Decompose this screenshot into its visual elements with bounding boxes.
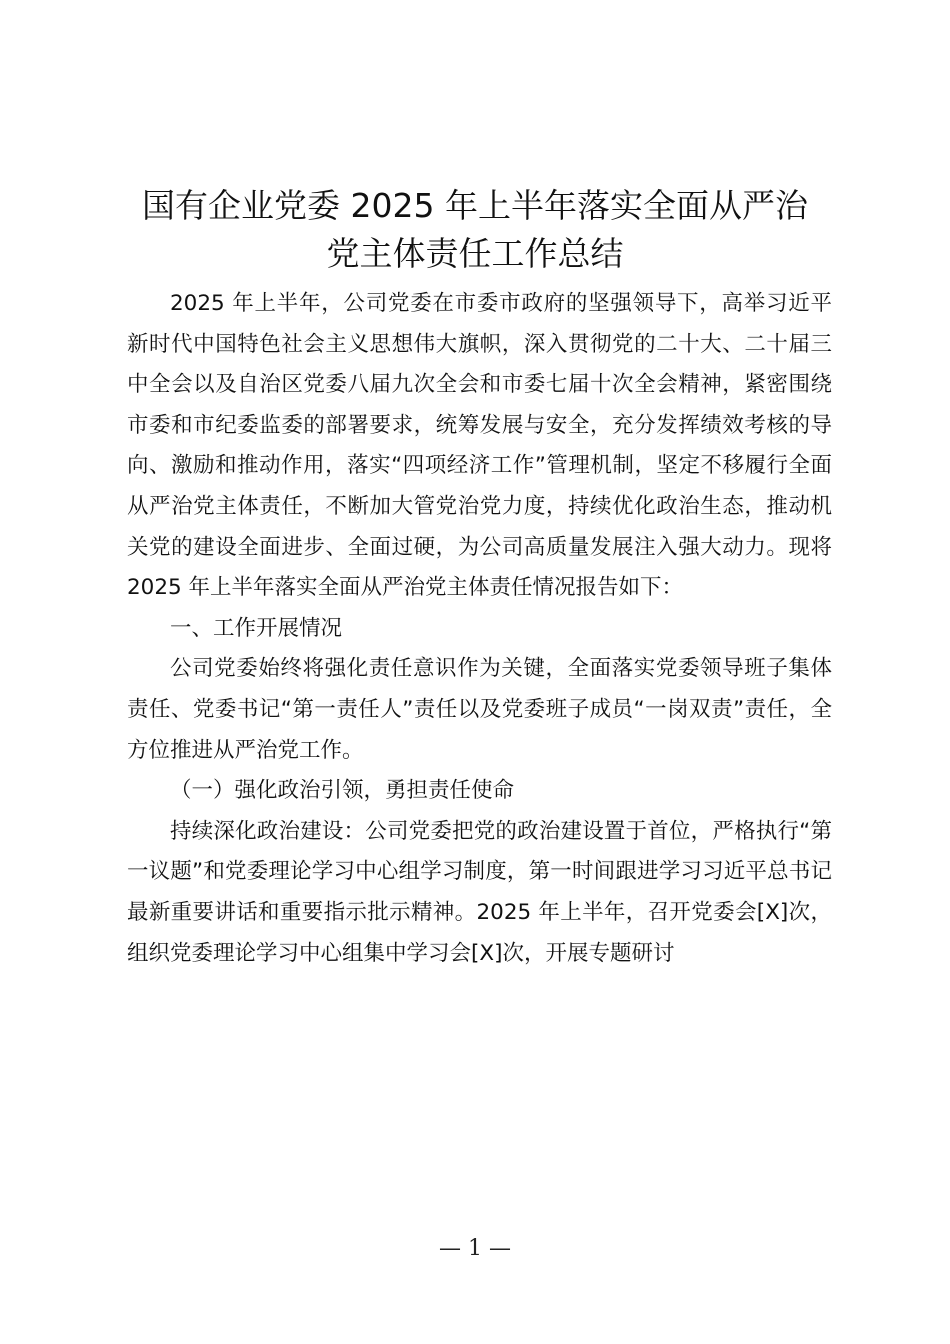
- document-title: [110, 182, 840, 278]
- document-body: [127, 284, 832, 974]
- paragraph-intro: 2025 年上半年，公司党委在市委市政府的坚强领导下，高举习近平新时代中国特色社会主义思想伟大旗帜，深入贯彻党的二十大、二十届三中全会以及自治区党委八届九次全会和市委七届十次全会精神，紧密围绕市委和市纪委监委的部署要求，统筹发展与安全，充分发挥绩效考核的导向、激励和推动作用，落实“四项经济工作”管理机制，坚定不移履行全面从严治党主体责任，不断加大管党治党力度，持续优化政治生态，推动机关党的建设全面进步、全面过硬，为公司高质量发展注入强大动力。现将 2025 年上半年落实全面从严治党主体责任情况报告如下：: [127, 291, 832, 601]
- paragraph-subsection-1: 持续深化政治建设：公司党委把党的政治建设置于首位，严格执行“第一议题”和党委理论学习中心组学习制度，第一时间跟进学习习近平总书记最新重要讲话和重要指示批示精神。2025 年上半年，召开党委会[X]次，组织党委理论学习中心组集中学习会[X]次，开展专题研讨: [127, 818, 832, 966]
- section-heading-1: 一、工作开展情况: [170, 615, 343, 641]
- title-line-1: 国有企业党委 2025 年上半年落实全面从严治: [142, 186, 808, 225]
- paragraph-section-1: 公司党委始终将强化责任意识作为关键，全面落实党委领导班子集体责任、党委书记“第一责任人”责任以及党委班子成员“一岗双责”责任，全方位推进从严治党工作。: [127, 656, 832, 763]
- subsection-heading-1: （一）强化政治引领，勇担责任使命: [170, 778, 515, 804]
- title-line-2: 党主体责任工作总结: [326, 234, 624, 273]
- page-number: — 1 —: [439, 1236, 511, 1261]
